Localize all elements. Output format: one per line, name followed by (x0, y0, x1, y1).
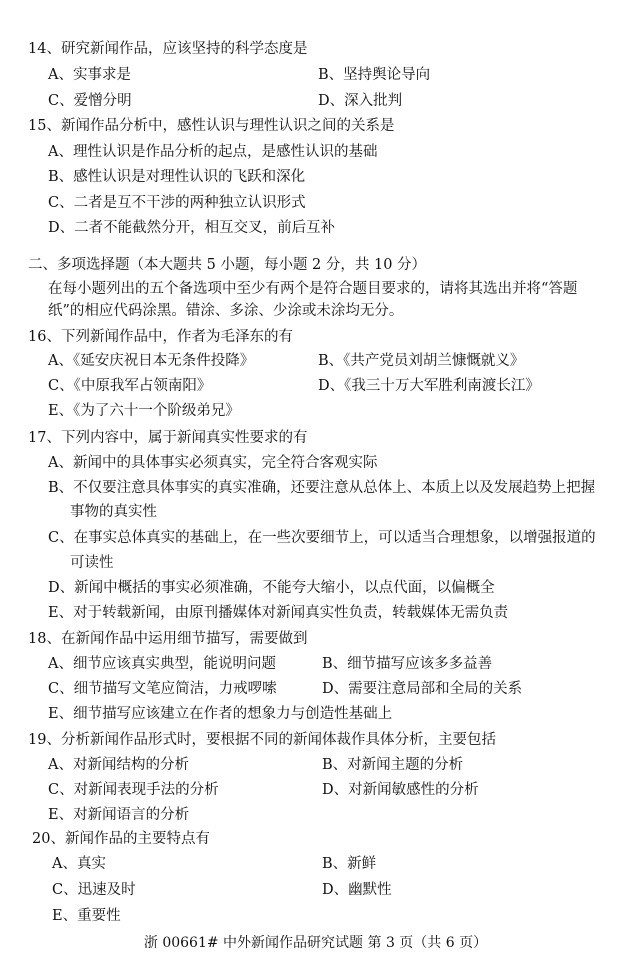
q18-option-c: C、细节描写文笔应简洁，力戒啰嗦 (48, 681, 277, 697)
q17-option-b-line-2: 事物的真实性 (70, 504, 157, 520)
question-18-stem: 18、在新闻作品中运用细节描写，需要做到 (28, 631, 308, 647)
q14-option-b: B、坚持舆论导向 (318, 67, 431, 83)
q18-option-e: E、细节描写应该建立在作者的想象力与创造性基础上 (48, 706, 393, 722)
q19-option-d: D、对新闻敏感性的分析 (322, 782, 479, 798)
q17-option-e: E、对于转载新闻，由原刊播媒体对新闻真实性负责，转载媒体无需负责 (48, 605, 509, 621)
section-2-instruction-2: 纸”的相应代码涂黑。错涂、多涂、少涂或未涂均无分。 (48, 303, 404, 319)
question-14-stem: 14、研究新闻作品，应该坚持的科学态度是 (28, 41, 308, 57)
q15-option-c: C、二者是互不干涉的两种独立认识形式 (48, 195, 306, 211)
q17-option-c-line-2: 可读性 (70, 555, 114, 571)
q17-option-a: A、新闻中的具体事实必须真实，完全符合客观实际 (48, 455, 378, 471)
q17-option-d: D、新闻中概括的事实必须准确，不能夸大缩小，以点代面，以偏概全 (48, 580, 495, 596)
q17-option-c-line-1: C、在事实总体真实的基础上，在一些次要细节上，可以适当合理想象，以增强报道的 (48, 530, 596, 546)
question-16-stem: 16、下列新闻作品中，作者为毛泽东的有 (28, 329, 293, 345)
q14-option-c: C、爱憎分明 (48, 93, 132, 109)
q14-option-a: A、实事求是 (48, 67, 131, 83)
q16-option-e: E、《为了六十一个阶级弟兄》 (48, 403, 240, 419)
question-20-stem: 20、新闻作品的主要特点有 (32, 831, 210, 847)
q19-option-e: E、对新闻语言的分析 (48, 807, 190, 823)
q20-option-e: E、重要性 (52, 908, 121, 924)
q18-option-a: A、细节应该真实典型，能说明问题 (48, 656, 276, 672)
q19-option-b: B、对新闻主题的分析 (322, 757, 464, 773)
q18-option-b: B、细节描写应该多多益善 (322, 656, 493, 672)
q16-option-a: A、《延安庆祝日本无条件投降》 (48, 353, 255, 369)
q17-option-b-line-1: B、不仅要注意具体事实的真实准确，还要注意从总体上、本质上以及发展趋势上把握 (48, 480, 596, 496)
section-2-heading: 二、多项选择题（本大题共 5 小题，每小题 2 分，共 10 分） (28, 257, 427, 273)
q20-option-c: C、迅速及时 (52, 882, 136, 898)
section-2-instruction-1: 在每小题列出的五个备选项中至少有两个是符合题目要求的，请将其选出并将“答题 (48, 281, 578, 297)
q19-option-a: A、对新闻结构的分析 (48, 757, 189, 773)
q20-option-b: B、新鲜 (322, 856, 377, 872)
q16-option-c: C、《中原我军占领南阳》 (48, 378, 212, 394)
q20-option-a: A、真实 (52, 856, 106, 872)
question-17-stem: 17、下列内容中，属于新闻真实性要求的有 (28, 430, 308, 446)
q16-option-d: D、《我三十万大军胜利南渡长江》 (318, 378, 540, 394)
page-footer: 浙 00661# 中外新闻作品研究试题 第 3 页（共 6 页） (143, 935, 488, 951)
q15-option-a: A、理性认识是作品分析的起点，是感性认识的基础 (48, 144, 378, 160)
q20-option-d: D、幽默性 (322, 882, 392, 898)
q15-option-d: D、二者不能截然分开，相互交叉，前后互补 (48, 220, 336, 236)
q16-option-b: B、《共产党员刘胡兰慷慨就义》 (318, 353, 525, 369)
q19-option-c: C、对新闻表现手法的分析 (48, 782, 219, 798)
q18-option-d: D、需要注意局部和全局的关系 (322, 681, 523, 697)
question-15-stem: 15、新闻作品分析中，感性认识与理性认识之间的关系是 (28, 118, 395, 134)
q14-option-d: D、深入批判 (318, 93, 403, 109)
question-19-stem: 19、分析新闻作品形式时，要根据不同的新闻体裁作具体分析，主要包括 (28, 732, 496, 748)
q15-option-b: B、感性认识是对理性认识的飞跃和深化 (48, 169, 306, 185)
